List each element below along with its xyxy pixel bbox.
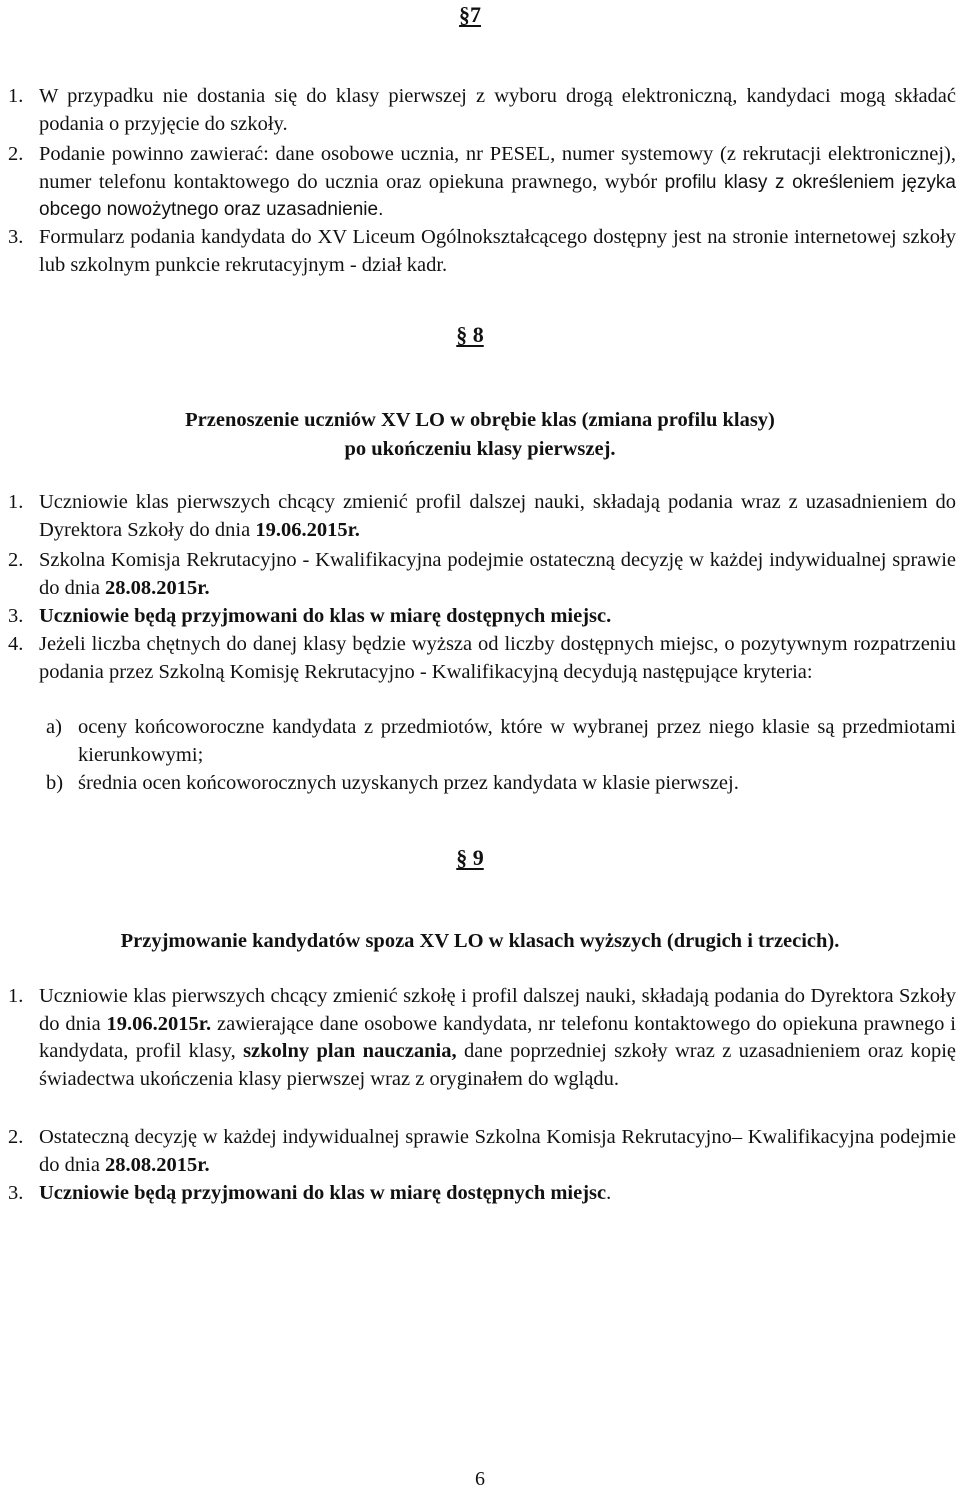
item-text bbox=[39, 489, 956, 544]
item-number: 3. bbox=[8, 226, 24, 248]
section-7-label: §7 bbox=[459, 2, 481, 27]
item-text-part3: dane poprzedniej szkoły wraz z uzasadnieniem oraz kopię świadectwa ukończenia klasy pierwszej wraz z oryginałem do wglądu. bbox=[39, 1040, 956, 1090]
item-date: 28.08.2015r. bbox=[105, 1153, 210, 1176]
item-bold-phrase: szkolny plan nauczania, bbox=[243, 1040, 457, 1062]
section-9-label: § 9 bbox=[456, 845, 484, 870]
section-9-heading: Przyjmowanie kandydatów spoza XV LO w klasach wyższych (drugich i trzecich). bbox=[120, 930, 840, 952]
item-text-part1: Uczniowie klas pierwszych chcący zmienić szkołę i profil dalszej nauki, składają podania do Dyrektora Szkoły do dnia bbox=[39, 985, 956, 1035]
section-8-heading-line1: Przenoszenie uczniów XV LO w obrębie klas (zmiana profilu klasy) bbox=[185, 409, 775, 431]
criterion-text: średnia ocen końcoworocznych uzyskanych przez kandydata w klasie pierwszej. bbox=[78, 772, 739, 794]
item-text-plain: Szkolna Komisja Rekrutacyjno - Kwalifikacyjna podejmie ostateczną decyzję w każdej indywidualnej sprawie do dnia bbox=[39, 549, 956, 599]
item-text: W przypadku nie dostania się do klasy pierwszej z wyboru drogą elektroniczną, kandydaci mogą składać podania o przyjęcie do szkoły. bbox=[39, 85, 956, 135]
item-number: 1. bbox=[8, 491, 24, 513]
item-bold-text: Uczniowie będą przyjmowani do klas w miarę dostępnych miejsc bbox=[39, 1182, 607, 1204]
item-number: 2. bbox=[8, 143, 24, 165]
item-bold-text: Uczniowie będą przyjmowani do klas w miarę dostępnych miejsc. bbox=[39, 605, 612, 627]
item-number: 3. bbox=[8, 1182, 24, 1204]
item-text bbox=[39, 141, 956, 224]
criterion-a bbox=[38, 714, 956, 769]
item-date: 28.08.2015r. bbox=[105, 576, 210, 599]
item-text: Formularz podania kandydata do XV Liceum Ogólnokształcącego dostępny jest na stronie internetowej szkoły lub szkolnym punkcie rekrutacyjnym - dział kadr. bbox=[39, 226, 956, 276]
criterion-text: oceny końcoworoczne kandydata z przedmiotów, które w wybranej przez niego klasie są przedmiotami kierunkowymi; bbox=[78, 716, 956, 766]
s8-item-1 bbox=[8, 489, 956, 544]
item-text-plain: Ostateczną decyzję w każdej indywidualnej sprawie Szkolna Komisja Rekrutacyjno– Kwalifikacyjna podejmie do dnia bbox=[39, 1126, 956, 1176]
section-8-label: § 8 bbox=[456, 322, 484, 347]
criterion-b bbox=[38, 770, 956, 798]
item-number: 1. bbox=[8, 985, 24, 1007]
item-date: 19.06.2015r. bbox=[255, 518, 360, 541]
s8-item-3 bbox=[8, 603, 956, 631]
s9-item-3 bbox=[8, 1180, 956, 1208]
s8-item-4 bbox=[8, 631, 956, 686]
item-text-serif-part: Podanie powinno zawierać: dane osobowe ucznia, nr PESEL, numer systemowy (z rekrutacji elektronicznej), numer telefonu kontaktowego do ucznia oraz opiekuna prawnego, wybór bbox=[39, 143, 956, 193]
item-text bbox=[39, 603, 956, 631]
criterion-letter: b) bbox=[46, 772, 64, 794]
page-number: 6 bbox=[475, 1468, 485, 1490]
item-text-serif bbox=[39, 143, 956, 220]
s7-item-2 bbox=[8, 141, 956, 224]
item-text bbox=[39, 1124, 956, 1179]
item-text bbox=[39, 983, 956, 1093]
s8-item-2 bbox=[8, 547, 956, 602]
item-date: 19.06.2015r. bbox=[106, 1012, 212, 1035]
item-text bbox=[39, 1180, 956, 1208]
section-8-heading-line2: po ukończeniu klasy pierwszej. bbox=[344, 438, 616, 460]
item-number: 4. bbox=[8, 633, 24, 655]
item-number: 2. bbox=[8, 549, 24, 571]
item-text-period: . bbox=[606, 1182, 612, 1204]
item-number: 2. bbox=[8, 1126, 24, 1148]
item-text-sans-part: profilu klasy z określeniem języka obcego nowożytnego oraz uzasadnienie. bbox=[39, 171, 956, 220]
s9-item-1 bbox=[8, 983, 956, 1093]
s9-item-2 bbox=[8, 1124, 956, 1179]
item-text: Jeżeli liczba chętnych do danej klasy będzie wyższa od liczby dostępnych miejsc, o pozytywnym rozpatrzeniu podania przez Szkolną Komisję Rekrutacyjno - Kwalifikacyjną decydują następujące kryteria: bbox=[39, 633, 956, 683]
item-text bbox=[39, 547, 956, 602]
criterion-letter: a) bbox=[46, 716, 62, 738]
s7-item-3 bbox=[8, 224, 956, 279]
item-number: 1. bbox=[8, 85, 24, 107]
item-text-part2: zawierające dane osobowe kandydata, nr telefonu kontaktowego do opiekuna prawnego i kandydata, profil klasy, bbox=[39, 1012, 956, 1062]
s7-item-1 bbox=[8, 83, 956, 138]
item-text-plain: Uczniowie klas pierwszych chcący zmienić profil dalszej nauki, składają podania wraz z uzasadnieniem do Dyrektora Szkoły do dnia bbox=[39, 491, 956, 541]
item-number: 3. bbox=[8, 605, 24, 627]
